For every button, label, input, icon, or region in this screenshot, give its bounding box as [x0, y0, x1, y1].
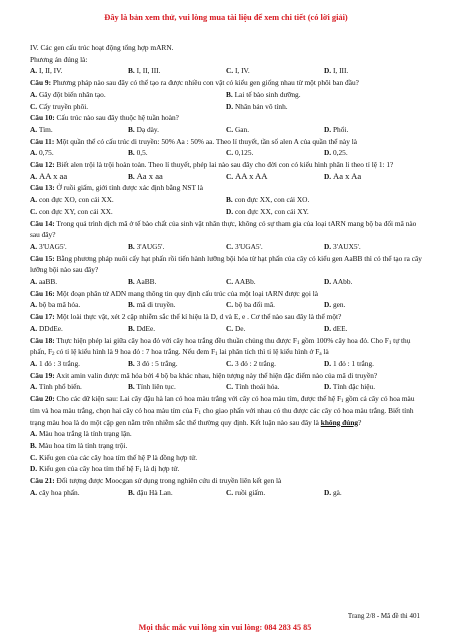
- q11-option-d: D. 0,25.: [324, 148, 348, 158]
- option-letter: A.: [30, 89, 38, 99]
- q13-options-row2: [30, 206, 422, 218]
- q16-question: [30, 288, 422, 300]
- option-letter: A.: [30, 429, 38, 439]
- q15-option-d: D. AAbb.: [324, 277, 353, 287]
- preview-banner: Đây là bản xem thử, vui lòng mua tài liệu để xem chi tiết (có lời giải): [104, 13, 348, 22]
- q18-number: Câu 18:: [30, 335, 55, 345]
- q12-option-a: [30, 171, 128, 183]
- q10-text: Cấu trúc nào sau đây thuộc hệ tuần hoàn?: [56, 113, 179, 123]
- option-letter: C.: [226, 148, 234, 158]
- q11-option-c: C. 0,125.: [226, 148, 254, 158]
- q18-option-d: D. 1 đỏ : 1 trắng.: [324, 358, 374, 368]
- q14-question: [30, 218, 422, 241]
- option-letter: B.: [128, 300, 135, 310]
- q20-sub-1: 1: [341, 399, 344, 405]
- q20-text-3: cho giao phấn với nhau có thu được các cây có hoa màu trắng. Biết tính trạng màu hoa là do một cặp gen nằm trên nhiễm sắc thể thường quy định. Kết luận nào sau đây là: [30, 405, 414, 427]
- option-letter: D.: [324, 66, 332, 76]
- q20-option-b: B. Màu hoa tím là tính trạng trội.: [30, 440, 128, 450]
- option-letter: C.: [226, 323, 234, 333]
- q21-number: Câu 21:: [30, 476, 55, 486]
- option-letter: A.: [30, 277, 38, 287]
- option-letter: C.: [226, 241, 234, 251]
- option-letter: B.: [226, 195, 233, 205]
- q14-text: Trong quá trình dịch mã ở tế bào chất của sinh vật nhân thực, không có sự tham gia của loại tARN mang bộ ba đối mã nào sau đây?: [30, 218, 417, 240]
- q14-option-c: C. 3'UGA5'.: [226, 241, 263, 251]
- option-letter: C.: [226, 358, 234, 368]
- q12-text: Biết alen trội là trội hoàn toàn. Theo lí thuyết, phép lai nào sau đây cho đời con có kiểu hình phân li theo tỉ lệ 1: 1?: [56, 160, 394, 170]
- option-letter: D.: [324, 323, 332, 333]
- q20-option-a: A. Màu hoa trắng là tính trạng lặn.: [30, 429, 132, 439]
- q21-option-d: D. gà.: [324, 487, 342, 497]
- q12-option-a-value: AA x aa: [38, 170, 68, 181]
- option-letter: D.: [324, 300, 332, 310]
- q11-options: [30, 147, 422, 159]
- page-number: Trang 2/8 - Mã đề thi 401: [347, 612, 420, 620]
- option-letter: D.: [324, 277, 332, 287]
- q18-sub-1: 1: [296, 340, 300, 346]
- q12-option-d-value: Aa x Aa: [332, 170, 362, 181]
- q12-option-d-letter: D.: [324, 171, 332, 181]
- q8-option-b: B. I, II, III.: [128, 66, 161, 76]
- q18-sub-5: a: [319, 352, 322, 358]
- option-letter: B.: [128, 382, 135, 392]
- q16-option-a: A. bộ ba mã hóa.: [30, 300, 81, 310]
- q21-option-a: A. cây hoa phấn.: [30, 487, 80, 497]
- q20-emphasis: không đúng: [320, 417, 359, 427]
- option-letter: D.: [324, 148, 332, 158]
- q10-option-a: A. Tim.: [30, 124, 53, 134]
- q10-option-c: C. Gan.: [226, 124, 250, 134]
- option-letter: B.: [128, 241, 135, 251]
- q12-option-b-letter: B.: [128, 171, 135, 181]
- option-letter: B.: [128, 148, 135, 158]
- q12-options: [30, 171, 422, 183]
- q14-number: Câu 14:: [30, 218, 55, 228]
- q18-text-2: gồm 100% cây hoa đỏ. Cho F: [299, 335, 389, 345]
- q18-sub-2: 1: [388, 340, 392, 346]
- q20-option-d-sub: 1: [139, 469, 142, 475]
- q12-option-a-letter: A.: [30, 171, 38, 181]
- q18-option-c: C. 3 đỏ : 2 trắng.: [226, 358, 276, 368]
- option-letter: C.: [30, 206, 38, 216]
- option-letter: C.: [226, 300, 234, 310]
- q19-option-b: B. Tính liên tục.: [128, 382, 176, 392]
- q12-option-c-value: AA x AA: [234, 170, 268, 181]
- q18-sub-3: 2: [52, 352, 55, 358]
- option-letter: C.: [30, 101, 38, 111]
- q19-options: [30, 381, 422, 393]
- option-letter: A.: [30, 195, 38, 205]
- option-letter: D.: [30, 464, 38, 474]
- q20-text-2: gồm cả cây có hoa màu tím và hoa màu trắng, chọn hai cây có hoa màu tím của F: [30, 394, 415, 415]
- option-letter: B.: [30, 440, 37, 450]
- q21-option-b: B. đậu Hà Lan.: [128, 487, 173, 497]
- option-letter: A.: [30, 124, 38, 134]
- option-letter: A.: [30, 487, 38, 497]
- q8-option-c: C. I, IV.: [226, 66, 250, 76]
- q18-text-1: Thực hiện phép lai giữa cây hoa đỏ với cây hoa trắng đều thuần chủng thu được F: [56, 335, 297, 345]
- q20-text-4: ?: [358, 417, 362, 427]
- option-letter: A.: [30, 323, 38, 333]
- q9-options-row1: [30, 89, 422, 101]
- q11-option-b: B. 0,5.: [128, 148, 148, 158]
- option-letter: C.: [30, 452, 38, 462]
- q15-option-c: C. AABb.: [226, 277, 256, 287]
- q18-sub-4: 1: [215, 352, 218, 358]
- option-letter: B.: [128, 277, 135, 287]
- q9-option-b: B. Lai tế bào sinh dưỡng.: [226, 89, 301, 99]
- q17-options: [30, 323, 422, 335]
- q9-option-a: A. Gây đột biến nhân tạo.: [30, 89, 106, 99]
- q19-question: [30, 370, 422, 382]
- q9-text: Phương pháp nào sau đây có thể tạo ra được nhiều con vật có kiểu gen giống nhau từ một phôi ban đầu?: [52, 78, 359, 88]
- q20-number: Câu 20:: [30, 394, 55, 404]
- option-letter: D.: [226, 206, 234, 216]
- q15-number: Câu 15:: [30, 253, 55, 263]
- q18-option-a: A. 1 đỏ : 3 trắng.: [30, 358, 80, 368]
- q13-text: Ở ruồi giấm, giới tính được xác định bằng NST là: [56, 183, 203, 193]
- q16-number: Câu 16:: [30, 288, 55, 298]
- q20-option-d: [30, 463, 422, 475]
- option-letter: D.: [226, 101, 234, 111]
- q13-number: Câu 13:: [30, 183, 55, 193]
- option-letter: A.: [30, 382, 38, 392]
- option-letter: B.: [128, 66, 135, 76]
- q19-option-a: A. Tính phổ biến.: [30, 382, 82, 392]
- q17-question: [30, 311, 422, 323]
- q11-number: Câu 11:: [30, 136, 55, 146]
- q17-text: Một loài thực vật, xét 2 cặp nhiễm sắc thể kí hiệu là D, d và E, e . Cơ thể nào sau đây là thể một?: [56, 312, 342, 322]
- q21-options: [30, 487, 422, 499]
- q21-text: Đối tượng được Moocgan sử dụng trong nghiên cứu di truyền liên kết gen là: [56, 476, 282, 486]
- q17-option-d: D. dEE.: [324, 323, 348, 333]
- q19-option-d: D. Tính đặc hiệu.: [324, 382, 376, 392]
- q12-question: [30, 159, 422, 171]
- option-letter: B.: [128, 487, 135, 497]
- q14-option-b: B. 3'AUG5'.: [128, 241, 165, 251]
- q15-option-a: A. aaBB.: [30, 277, 58, 287]
- q18-text-6: là: [321, 347, 329, 357]
- contact-banner: Mọi thắc mắc vui lòng xin vui lòng: 084 283 45 85: [138, 623, 312, 632]
- q12-number: Câu 12:: [30, 160, 55, 170]
- q13-option-d: D. con đực XX, con cái XY.: [226, 206, 309, 216]
- option-letter: A.: [30, 358, 38, 368]
- q16-options: [30, 299, 422, 311]
- q12-option-b-value: Aa x aa: [136, 170, 163, 181]
- q15-options: [30, 276, 422, 288]
- option-letter: B.: [128, 323, 135, 333]
- q8-statement-iv: IV. Các gen cấu trúc hoạt động tổng hợp mARN.: [30, 43, 174, 52]
- q18-options: [30, 358, 422, 370]
- q10-question: [30, 112, 422, 124]
- q12-option-c-letter: C.: [226, 171, 234, 181]
- q13-question: [30, 182, 422, 194]
- option-letter: A.: [30, 66, 38, 76]
- option-letter: C.: [226, 487, 234, 497]
- q17-option-a: A. DDdEe.: [30, 323, 63, 333]
- q8-option-d: D. I, III.: [324, 66, 349, 76]
- option-letter: C.: [226, 66, 234, 76]
- q17-number: Câu 17:: [30, 312, 55, 322]
- option-letter: D.: [324, 241, 332, 251]
- exam-content: [30, 42, 422, 498]
- q19-number: Câu 19:: [30, 370, 55, 380]
- option-letter: C.: [226, 124, 234, 134]
- q18-question: [30, 335, 422, 358]
- q17-option-b: B. DdEe.: [128, 323, 156, 333]
- q12-option-b: [128, 171, 226, 183]
- q10-option-d: D. Phổi.: [324, 124, 349, 134]
- option-letter: D.: [324, 382, 332, 392]
- q18-text-4: có tỉ lệ kiểu hình là 9 hoa đỏ : 7 hoa trắng. Nếu đem F: [54, 347, 216, 357]
- option-letter: D.: [324, 124, 332, 134]
- q18-option-b: B. 3 đỏ : 5 trắng.: [128, 358, 178, 368]
- q20-sub-2: 1: [198, 410, 201, 416]
- q20-option-d-text-2: là dị hợp tử.: [141, 464, 180, 474]
- q13-option-a: A. con đực XO, con cái XX.: [30, 195, 114, 205]
- q10-options: [30, 124, 422, 136]
- q9-options-row2: [30, 101, 422, 113]
- q19-option-c: C. Tính thoái hóa.: [226, 382, 280, 392]
- q8-options: [30, 65, 422, 77]
- q9-number: Câu 9:: [30, 78, 52, 88]
- q20-option-c: C. Kiểu gen của các cây hoa tím thế hệ P là đồng hợp tử.: [30, 452, 198, 462]
- option-letter: B.: [128, 358, 135, 368]
- q19-text: Axit amin valin được mã hóa bởi 4 bộ ba khác nhau, hiện tượng này thể hiện đặc điểm nào của mã di truyền?: [56, 370, 378, 380]
- option-letter: A.: [30, 241, 38, 251]
- q11-question: [30, 136, 422, 148]
- option-letter: B.: [226, 89, 233, 99]
- q13-option-b: B. con đực XX, con cái XO.: [226, 195, 310, 205]
- q20-text-1: Cho các dữ kiện sau: Lai cây đậu hà lan có hoa màu trắng với cây có hoa màu tím, được thế hệ F: [56, 394, 342, 404]
- q9-question: [30, 77, 422, 89]
- q14-options: [30, 241, 422, 253]
- q21-question: [30, 475, 422, 487]
- option-letter: A.: [30, 300, 38, 310]
- option-letter: C.: [226, 382, 234, 392]
- q16-option-d: D. gen.: [324, 300, 346, 310]
- q12-option-c: [226, 171, 324, 183]
- option-letter: D.: [324, 358, 332, 368]
- q16-text: Một đoạn phân tử ADN mang thông tin quy định cấu trúc của một loại tARN được gọi là: [56, 288, 319, 298]
- q12-option-d: [324, 171, 422, 183]
- q16-option-c: C. bộ ba đối mã.: [226, 300, 275, 310]
- option-letter: C.: [226, 277, 234, 287]
- q20-option-d-text-1: D. Kiểu gen của cây hoa tím thế hệ F: [30, 464, 140, 474]
- q17-option-c: C. De.: [226, 323, 246, 333]
- q11-option-a: A. 0,75.: [30, 148, 54, 158]
- q15-question: [30, 253, 422, 276]
- q15-option-b: B. AaBB.: [128, 277, 157, 287]
- q14-option-d: D. 3'AUX5'.: [324, 241, 361, 251]
- q9-option-c: C. Cấy truyền phôi.: [30, 101, 89, 111]
- q14-option-a: A. 3'UAG5'.: [30, 241, 67, 251]
- q18-text-5: lai phân tích thì tỉ lệ kiểu hình ở F: [217, 347, 320, 357]
- q8-option-a: A. I, II, IV.: [30, 66, 63, 76]
- q13-options-row1: [30, 194, 422, 206]
- option-letter: D.: [324, 487, 332, 497]
- q11-text: Một quần thể có cấu trúc di truyền: 50% Aa : 50% aa. Theo lí thuyết, tần số alen A của quần thể này là: [56, 136, 357, 146]
- q10-number: Câu 10:: [30, 113, 55, 123]
- q8-prompt: Phương án đúng là:: [30, 54, 88, 64]
- q13-option-c: C. con đực XY, con cái XX.: [30, 206, 113, 216]
- q10-option-b: B. Dạ dày.: [128, 124, 159, 134]
- q20-question: [30, 393, 422, 428]
- q18-text-3: tự thụ phấn, F: [30, 335, 411, 357]
- q15-text: Bằng phương pháp nuôi cấy hạt phấn rồi tiến hành lưỡng bội hóa từ hạt phấn của cây có kiểu gen AaBB thì có thể tạo ra cây lưỡng bội nào sau đây?: [30, 253, 422, 275]
- q21-option-c: C. ruồi giấm.: [226, 487, 266, 497]
- q16-option-b: B. mã di truyền.: [128, 300, 176, 310]
- option-letter: A.: [30, 148, 38, 158]
- q9-option-d: D. Nhân bản vô tính.: [226, 101, 288, 111]
- option-letter: B.: [128, 124, 135, 134]
